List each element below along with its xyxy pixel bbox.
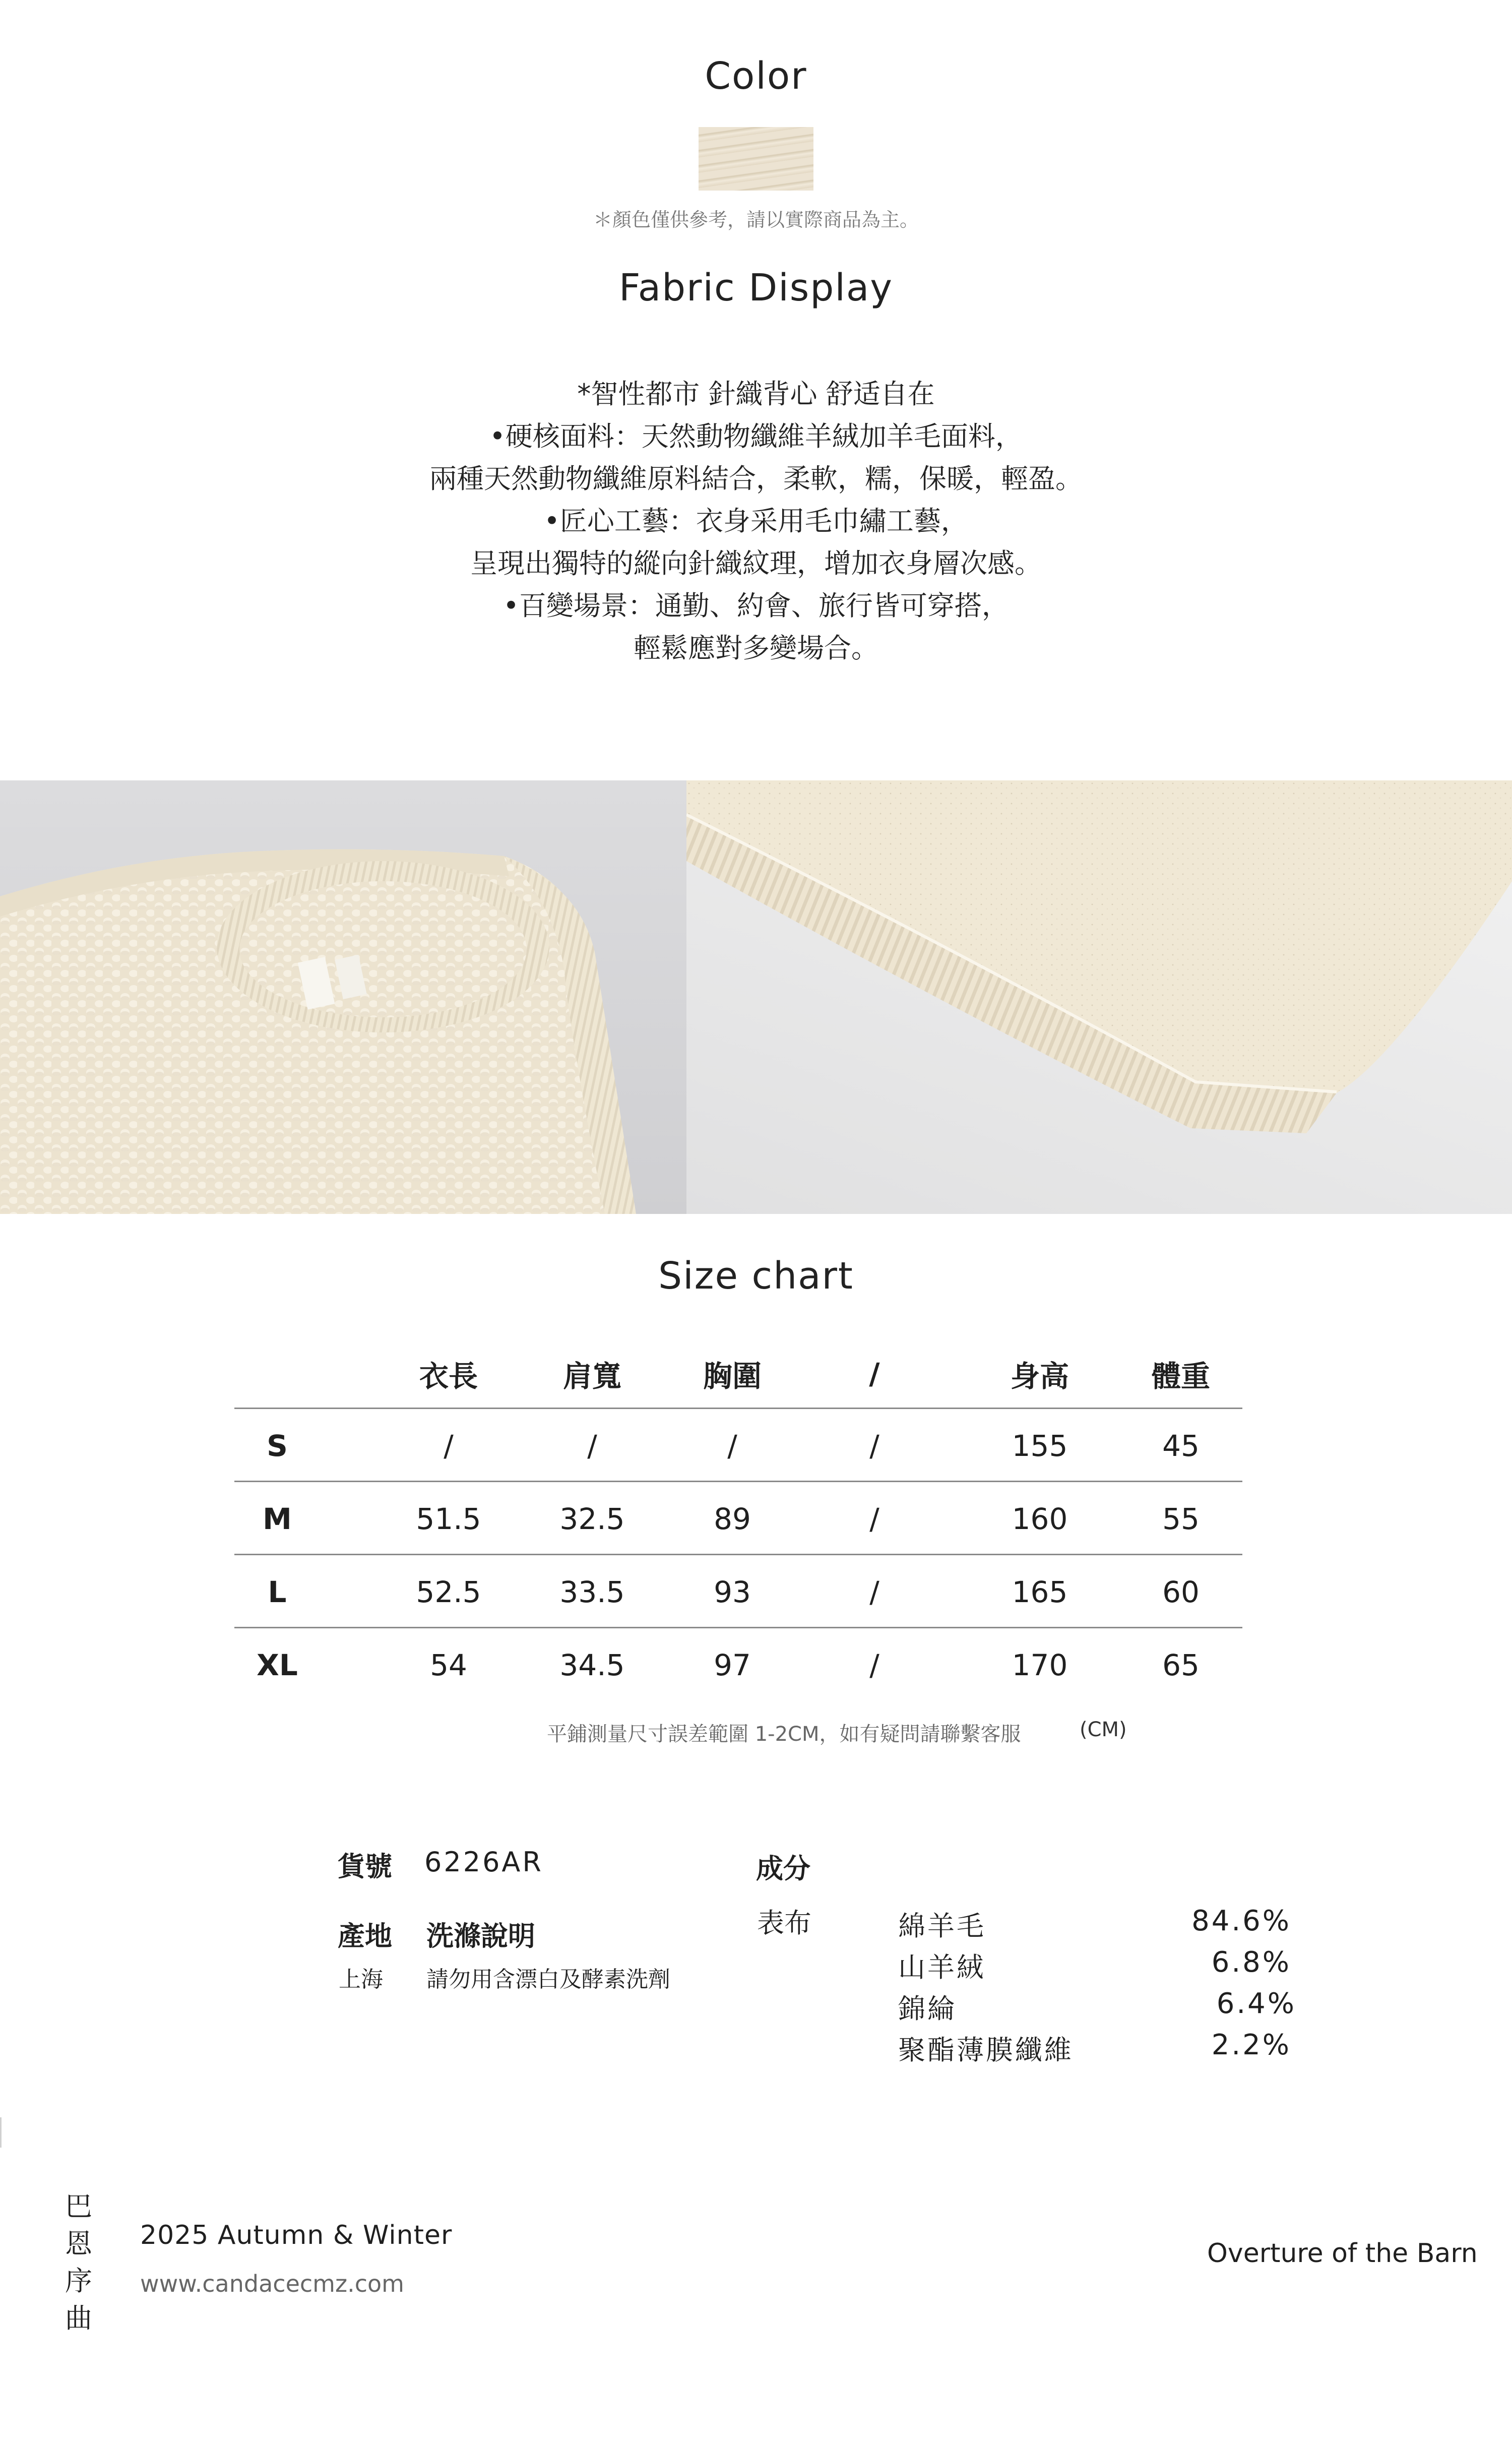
table-cell: 65 xyxy=(1162,1647,1200,1682)
table-cell: / xyxy=(727,1428,737,1463)
table-cell: 32.5 xyxy=(559,1501,625,1536)
table-cell: / xyxy=(869,1647,879,1682)
material-name: 聚酯薄膜纖維 xyxy=(898,2034,1074,2066)
header-cell: / xyxy=(869,1357,880,1391)
size-label: M xyxy=(263,1501,292,1536)
color-note: ＊顏色僅供參考，請以實際商品為主。 xyxy=(593,209,919,231)
header-cell: 胸圍 xyxy=(703,1359,762,1393)
size-note: 平鋪測量尺寸誤差範圍 1-2CM，如有疑問請聯繫客服 xyxy=(547,1723,1021,1746)
table-row xyxy=(234,1555,1242,1628)
composition-label: 成分 xyxy=(756,1853,810,1884)
vest-neckline-photo xyxy=(0,780,686,1214)
season-label: 2025 Autumn & Winter xyxy=(140,2220,453,2250)
desc-line: *智性都市 針織背心 舒适自在 xyxy=(577,378,935,410)
desc-line: 輕鬆應對多變場合。 xyxy=(634,632,878,664)
table-cell: 52.5 xyxy=(416,1574,481,1609)
table-cell: 51.5 xyxy=(416,1501,481,1536)
desc-line: 兩種天然動物纖維原料結合，柔軟，糯，保暖，輕盈。 xyxy=(429,463,1083,495)
table-cell: / xyxy=(869,1574,879,1609)
header-cell: 肩寬 xyxy=(562,1359,621,1393)
material-name: 綿羊毛 xyxy=(898,1910,986,1942)
table-cell: / xyxy=(444,1428,454,1463)
table-cell: 97 xyxy=(714,1647,751,1682)
table-cell: 170 xyxy=(1012,1647,1068,1682)
edge-divider xyxy=(0,2117,2,2148)
material-pct: 2.2% xyxy=(1211,2029,1291,2061)
table-cell: 165 xyxy=(1012,1574,1068,1609)
size-chart-title: Size chart xyxy=(658,1254,854,1298)
origin-label: 產地 xyxy=(338,1920,392,1952)
desc-line: •硬核面料：天然動物纖維羊絨加羊毛面料， xyxy=(489,420,1023,452)
brand-name-vertical xyxy=(64,2188,94,2337)
header-cell: 體重 xyxy=(1151,1359,1210,1393)
table-cell: / xyxy=(869,1501,879,1536)
fabric-title: Fabric Display xyxy=(618,266,894,310)
brand-char: 巴 xyxy=(65,2190,92,2222)
table-cell: 45 xyxy=(1162,1428,1200,1463)
desc-line: •百變場景：通勤、約會、旅行皆可穿搭， xyxy=(503,590,1009,622)
table-row xyxy=(234,1409,1242,1482)
size-table xyxy=(234,1338,1242,1701)
color-swatch[interactable] xyxy=(699,127,813,191)
material-pct: 6.8% xyxy=(1211,1946,1291,1979)
table-cell: 55 xyxy=(1162,1501,1200,1536)
material-name: 錦綸 xyxy=(898,1993,957,2025)
table-cell: 155 xyxy=(1012,1428,1068,1463)
origin-value: 上海 xyxy=(339,1967,383,1992)
care-value: 請勿用含漂白及酵素洗劑 xyxy=(426,1967,670,1992)
table-cell: 60 xyxy=(1162,1574,1200,1609)
material-name: 山羊絨 xyxy=(898,1951,986,1983)
size-unit: (CM) xyxy=(1080,1718,1127,1741)
desc-line: 呈現出獨特的縱向針織紋理，增加衣身層次感。 xyxy=(470,547,1042,579)
table-row xyxy=(234,1482,1242,1555)
color-title: Color xyxy=(705,54,807,98)
vest-hem-photo xyxy=(686,780,1512,1214)
brand-char: 曲 xyxy=(65,2302,92,2334)
website-link[interactable]: www.candacecmz.com xyxy=(140,2270,404,2297)
material-pct: 6.4% xyxy=(1216,1987,1296,2020)
table-cell: / xyxy=(869,1428,879,1463)
table-cell: 160 xyxy=(1012,1501,1068,1536)
table-cell: 33.5 xyxy=(559,1574,625,1609)
size-label: S xyxy=(267,1428,288,1463)
table-cell: 34.5 xyxy=(559,1647,625,1682)
table-cell: 89 xyxy=(714,1501,751,1536)
care-label: 洗滌說明 xyxy=(426,1920,535,1952)
brand-char: 序 xyxy=(65,2265,92,2297)
item-no-label: 貨號 xyxy=(338,1851,392,1882)
header-cell xyxy=(234,1338,335,1409)
desc-line: •匠心工藝：衣身采用毛巾繡工藝， xyxy=(544,505,968,537)
table-cell: 54 xyxy=(430,1647,467,1682)
item-no-value: 6226AR xyxy=(424,1846,543,1878)
brand-char: 恩 xyxy=(65,2228,92,2260)
table-row xyxy=(234,1628,1242,1701)
tagline: Overture of the Barn xyxy=(1207,2238,1478,2269)
table-cell: 93 xyxy=(714,1574,751,1609)
size-label: L xyxy=(268,1574,287,1609)
size-label: XL xyxy=(257,1647,298,1682)
header-cell: 衣長 xyxy=(419,1359,478,1393)
table-cell: / xyxy=(587,1428,597,1463)
header-cell: 身高 xyxy=(1010,1359,1069,1393)
fabric-description xyxy=(0,373,1512,669)
fabric-label: 表布 xyxy=(757,1907,811,1939)
size-table-header xyxy=(234,1338,1242,1409)
material-pct: 84.6% xyxy=(1191,1905,1291,1937)
